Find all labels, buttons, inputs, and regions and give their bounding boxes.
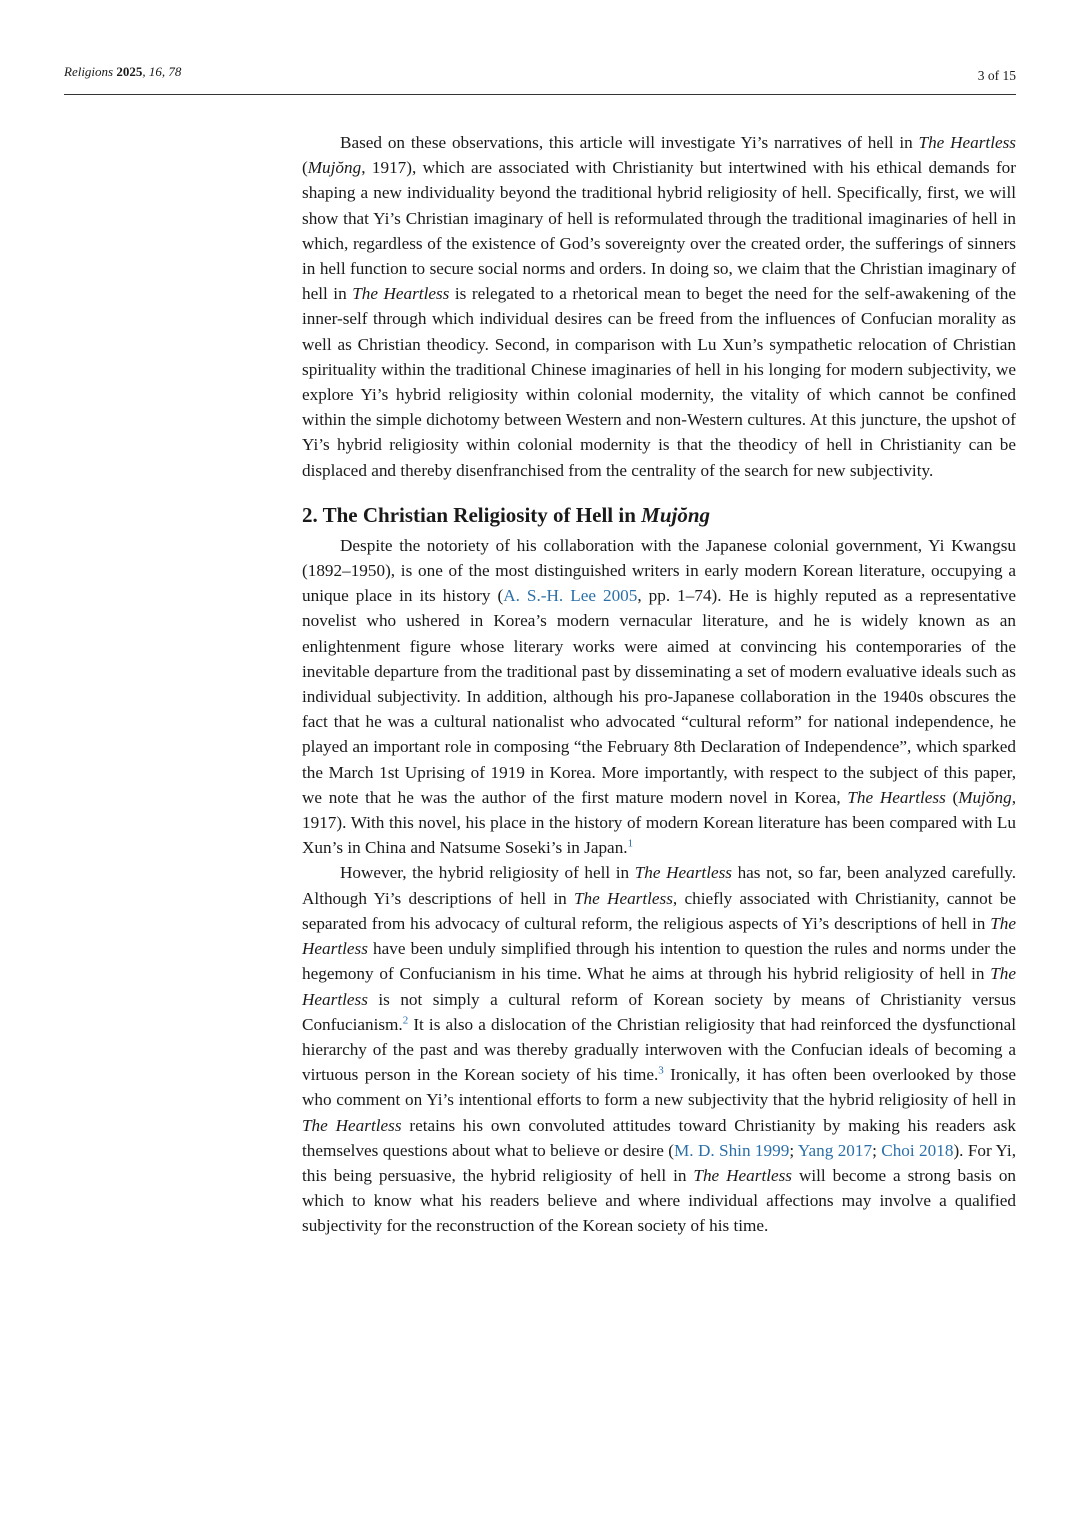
journal-citation: [64, 64, 181, 80]
italic-title: The Heartless: [574, 888, 673, 908]
text-run: , 1917), which are associated with Christianity but intertwined with his ethical demands for shaping a new individuality beyond the traditional hybrid religiosity of hell. Specifically, first, we will show that Yi’s Christian imaginary of hell is reformulated through the traditional imaginaries of hell in which, regardless of the existence of God’s sovereignty over the created order, the sufferings of sinners in hell function to secure social norms and orders. In doing so, we claim that the Christian imaginary of hell in: [302, 158, 1016, 304]
citation-link[interactable]: Yang 2017: [797, 1140, 873, 1160]
journal-year: 2025: [116, 64, 143, 79]
running-header: [64, 62, 1016, 95]
text-run: ;: [872, 1140, 882, 1160]
section-heading: [302, 501, 1016, 529]
section-title-italic: Mujŏng: [641, 502, 711, 527]
text-run: , chiefly associated with Christianity, cannot be separated from his advocacy of cultural reform, the religious aspects of Yi’s descriptions of hell in: [302, 888, 1016, 933]
page-number: 3 of 15: [977, 68, 1016, 83]
text-run: Despite the notoriety of his collaboration with the Japanese colonial government, Yi Kwangsu (1892–1950), is one of the most distinguished writers in early modern Korean literature, occupying a unique place in its history (: [302, 535, 1016, 606]
italic-title: The Heartless: [302, 913, 1016, 959]
italic-title: The Heartless: [918, 133, 1016, 152]
text-run: retains his own convoluted attitudes toward Christianity by making his readers ask themselves questions about what to believe or desire (: [302, 1115, 1016, 1160]
citation-link[interactable]: Choi 2018: [881, 1140, 954, 1160]
text-run: is not simply a cultural reform of Korean society by means of Christianity versus Confucianism.: [302, 989, 1016, 1034]
italic-title: Mujŏng: [307, 158, 362, 178]
citation-link[interactable]: M. D. Shin 1999: [673, 1140, 790, 1160]
text-run: ). For Yi, this being persuasive, the hybrid religiosity of hell in: [302, 1140, 1016, 1185]
text-run: will become a strong basis on which to know what his readers believe and where individual affections may involve a qualified subjectivity for the reconstruction of the Korean society of his time.: [302, 1165, 1017, 1236]
italic-title: The Heartless: [847, 787, 946, 807]
journal-name: Religions: [64, 64, 114, 79]
italic-title: The Heartless: [302, 1115, 402, 1135]
footnote-link[interactable]: 2: [402, 1013, 409, 1026]
text-run: However, the hybrid religiosity of hell in: [340, 863, 635, 883]
text-run: , pp. 1–74). He is highly reputed as a representative novelist who ushered in Korea’s modern vernacular literature, and he is widely known as an enlightenment figure whose literary works were aimed at convincing his contemporaries of the inevitable departure from the traditional past by disseminating a set of modern evaluative ideals such as individual subjectivity. In addition, although his pro-Japanese collaboration in the 1940s obscures the fact that he was a cultural nationalist who advocated “cultural reform” for national independence, he played an important role in composing “the February 8th Declaration of Independence”, which sparked the March 1st Uprising of 1919 in Korea. More importantly, with respect to the subject of this paper, we note that he was the author of the first mature modern novel in Korea,: [302, 586, 1016, 807]
text-run: is relegated to a rhetorical mean to beget the need for the self-awakening of the inner-self through which individual desires can be freed from the influences of Confucian morality as well as Christian theodicy. Second, in comparison with Lu Xun’s sympathetic relocation of Christian spirituality within the traditional Chinese imaginaries of hell in his longing for modern subjectivity, we explore Yi’s hybrid religiosity within colonial modernity, the vitality of which cannot be confined within the simple dichotomy between Western and non-Western cultures. At this juncture, the upshot of Yi’s hybrid religiosity within colonial modernity is that the theodicy of hell in Christianity can be displaced and thereby disenfranchised from the centrality of the search for new subjectivity.: [302, 284, 1016, 480]
italic-title: The Heartless: [302, 964, 1016, 1009]
citation-link[interactable]: A. S.-H. Lee 2005: [503, 586, 638, 606]
paragraph-background: [302, 533, 1016, 861]
italic-title: Mujŏng: [958, 787, 1012, 807]
journal-volume: , 16, 78: [142, 64, 182, 79]
text-run: have been unduly simplified through his intention to question the rules and norms under the hegemony of Confucianism in his time. What he aims at through his hybrid religiosity of hell in: [302, 939, 1016, 984]
text-run: Ironically, it has often been overlooked by those who comment on Yi’s intentional efforts to form a new subjectivity that the hybrid religiosity of hell in: [302, 1065, 1017, 1110]
footnote-link[interactable]: 3: [658, 1064, 664, 1077]
text-run: (: [945, 787, 959, 807]
text-run: (: [302, 158, 308, 178]
italic-title: The Heartless: [352, 284, 450, 304]
italic-title: The Heartless: [634, 863, 732, 883]
text-run: It is also a dislocation of the Christian religiosity that had reinforced the dysfunctional hierarchy of the past and was thereby gradually interwoven with the Confucian ideals of becoming a virtuous person in the Korean society of his time.: [302, 1014, 1016, 1085]
paragraph-intro: [302, 130, 1016, 483]
text-run: , 1917). With this novel, his place in the history of modern Korean literature has been compared with Lu Xun’s in China and Natsume Soseki’s in Japan.: [302, 787, 1016, 858]
paragraph-analysis: [302, 860, 1016, 1238]
italic-title: The Heartless: [693, 1165, 792, 1185]
text-run: Based on these observations, this article will investigate Yi’s narratives of hell in: [340, 133, 919, 152]
text-run: ;: [789, 1140, 798, 1160]
section-title: 2. The Christian Religiosity of Hell in: [302, 502, 642, 527]
article-body: [302, 130, 1016, 1239]
text-run: has not, so far, been analyzed carefully. Although Yi’s descriptions of hell in: [302, 863, 1016, 908]
footnote-link[interactable]: 1: [627, 837, 634, 850]
